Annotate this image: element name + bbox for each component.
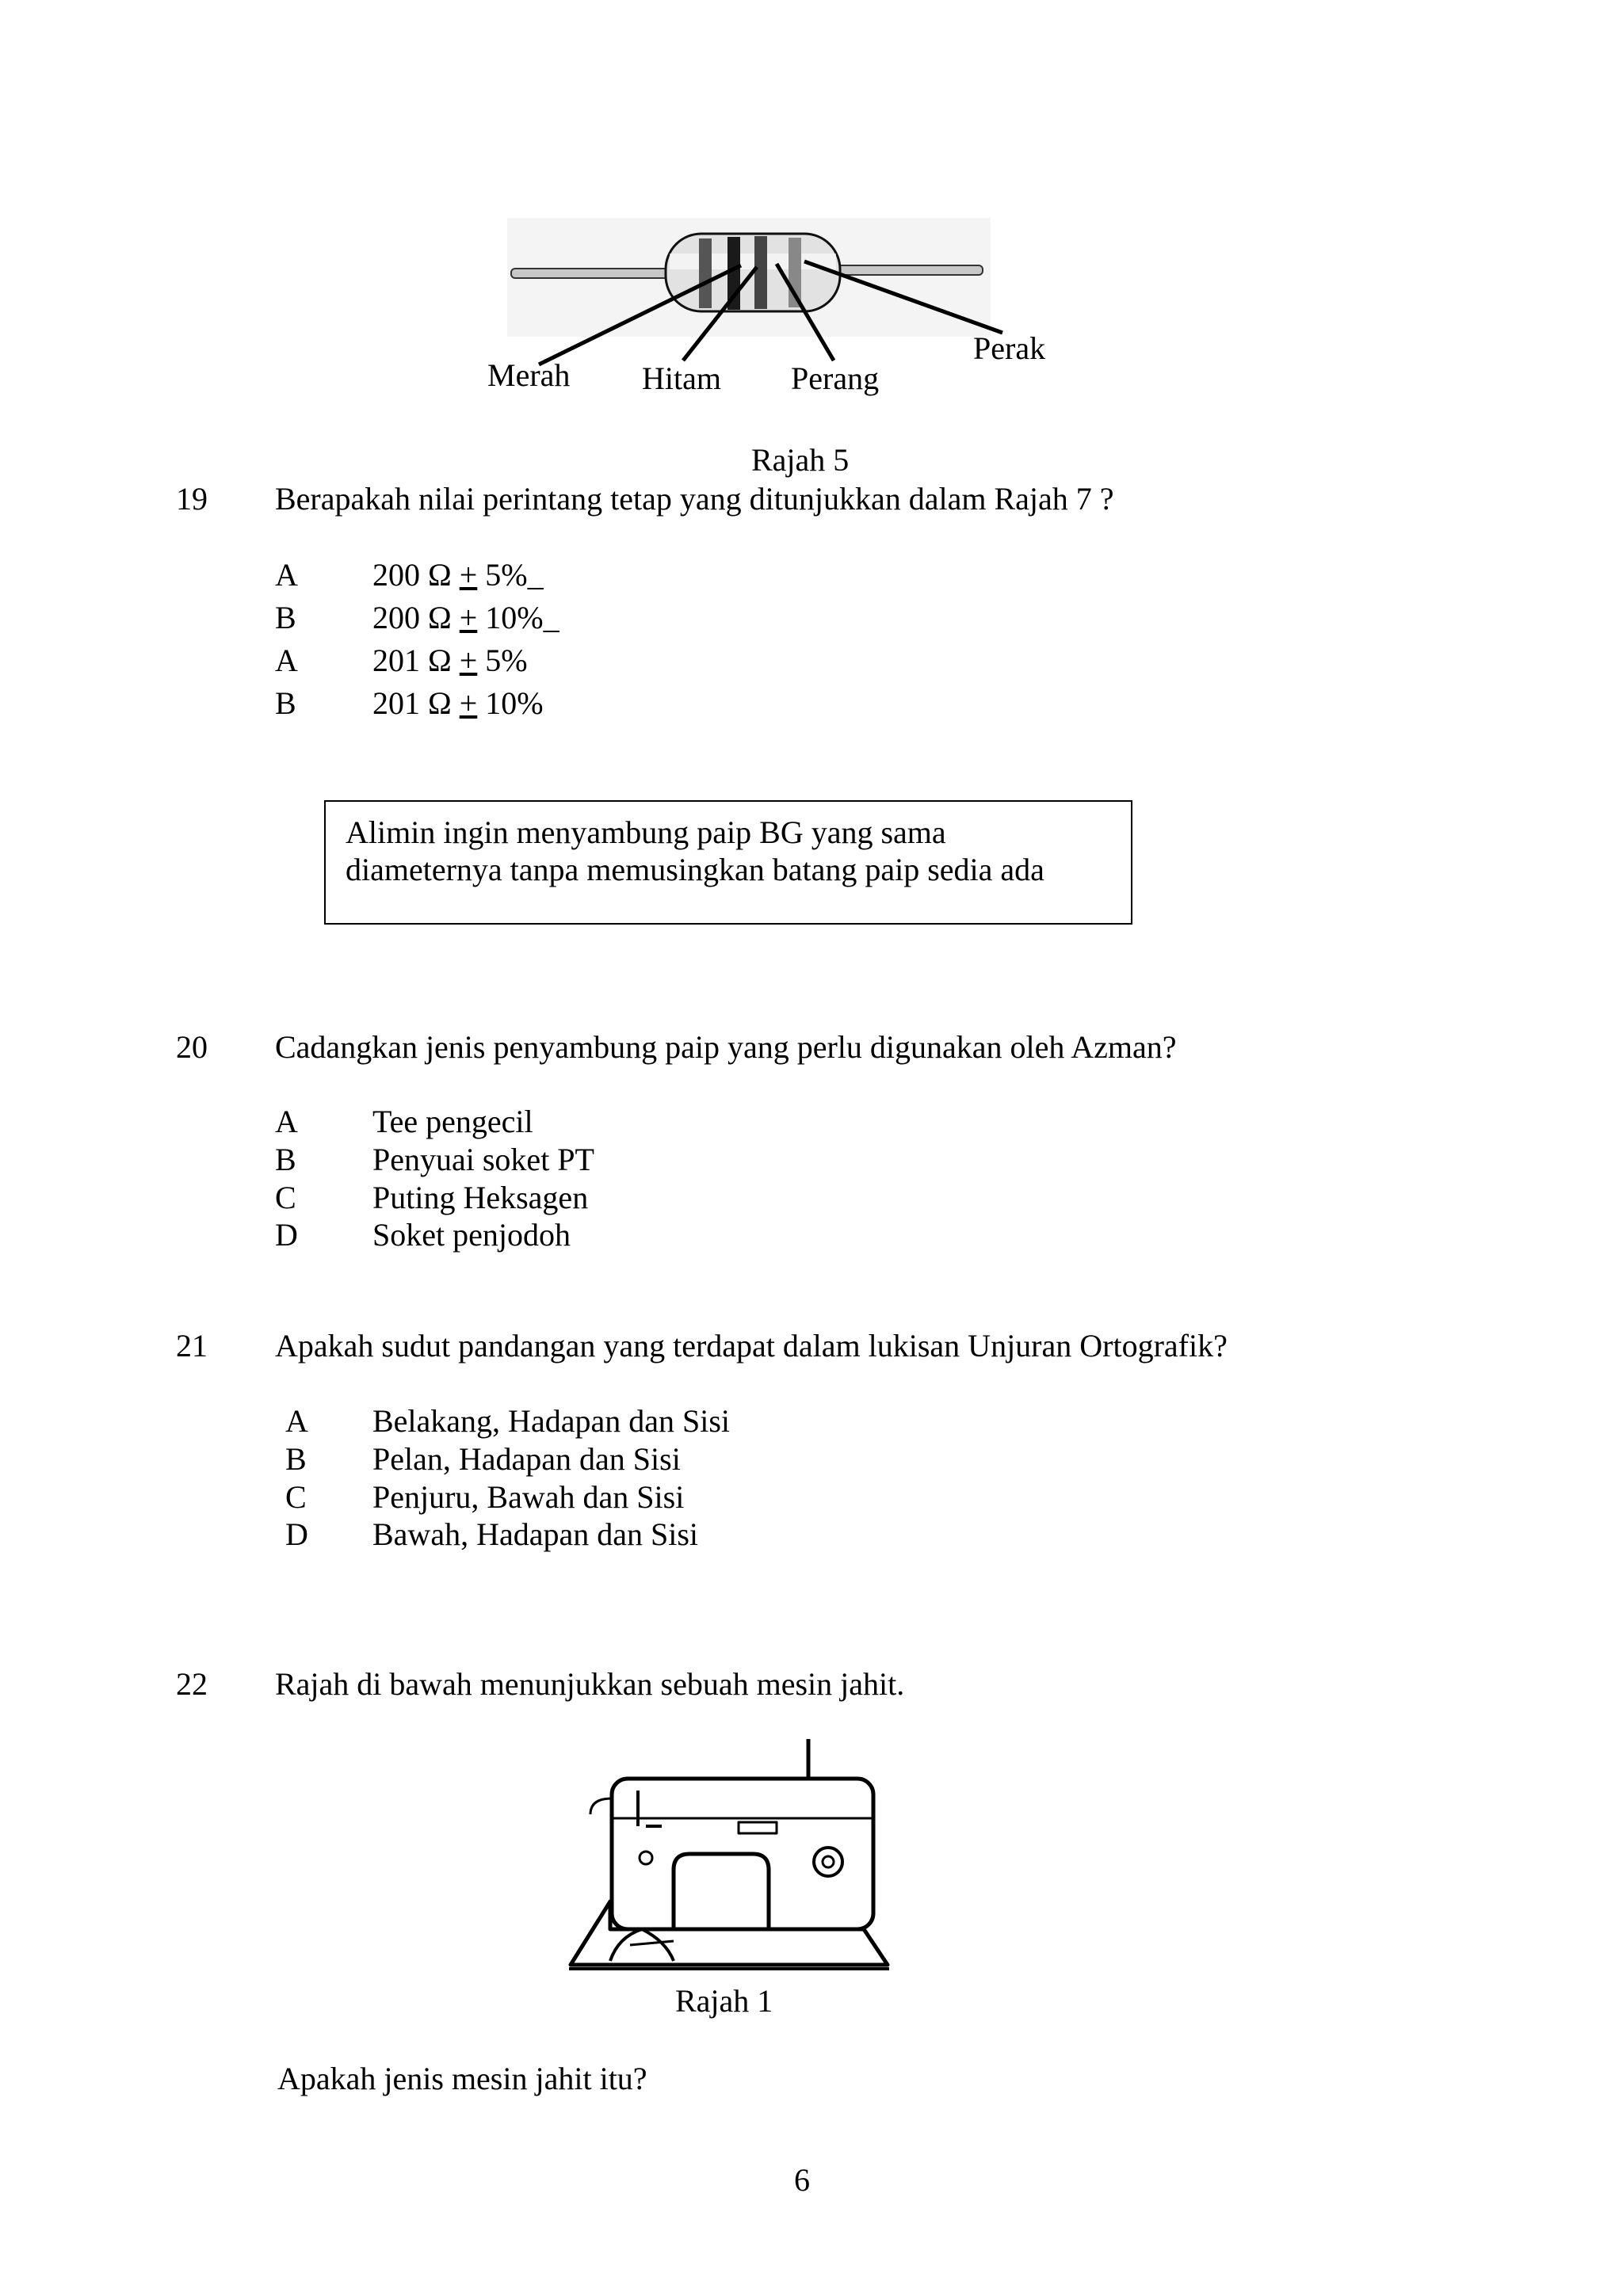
- question-followup: Apakah jenis mesin jahit itu?: [277, 2061, 647, 2096]
- option-text: Soket penjodoh: [372, 1217, 571, 1253]
- option-letter: A: [275, 1104, 298, 1139]
- option-letter: D: [285, 1516, 308, 1552]
- plus-minus-sign: +: [459, 557, 478, 593]
- plus-minus-sign: +: [459, 643, 478, 678]
- option-tolerance: 5%_: [477, 557, 544, 593]
- label-perak: Perak: [973, 330, 1046, 366]
- option-text: Bawah, Hadapan dan Sisi: [372, 1516, 699, 1552]
- option-tolerance: 5%: [477, 643, 528, 678]
- plus-minus-sign: +: [459, 600, 478, 635]
- statement-box: [324, 800, 1132, 925]
- figure-caption: Rajah 1: [675, 1983, 773, 2019]
- option-value: 201 Ω: [372, 685, 460, 721]
- option-letter: A: [275, 557, 298, 593]
- option-letter: C: [285, 1479, 307, 1515]
- option-letter: D: [275, 1217, 298, 1253]
- question-number: 21: [176, 1328, 208, 1363]
- question-number: 19: [176, 481, 208, 517]
- label-perang: Perang: [791, 360, 880, 396]
- plus-minus-sign: +: [459, 685, 478, 721]
- option-text: [372, 599, 559, 637]
- figure-caption: Rajah 5: [751, 442, 850, 478]
- question-text: Apakah sudut pandangan yang terdapat dalam lukisan Unjuran Ortografik?: [275, 1328, 1228, 1363]
- option-text: Tee pengecil: [372, 1104, 533, 1139]
- option-value: 200 Ω: [372, 557, 460, 593]
- label-hitam: Hitam: [642, 360, 721, 396]
- option-letter: B: [275, 685, 296, 721]
- option-text: Penjuru, Bawah dan Sisi: [372, 1479, 685, 1515]
- option-text: Penyuai soket PT: [372, 1142, 594, 1177]
- option-letter: A: [275, 643, 298, 678]
- option-text: [372, 685, 544, 723]
- question-number: 22: [176, 1666, 208, 1702]
- question-text: Rajah di bawah menunjukkan sebuah mesin jahit.: [275, 1666, 905, 1702]
- option-text: Belakang, Hadapan dan Sisi: [372, 1403, 730, 1439]
- question-number: 20: [176, 1029, 208, 1065]
- label-merah: Merah: [487, 357, 571, 393]
- option-text: Puting Heksagen: [372, 1180, 589, 1215]
- option-text: Pelan, Hadapan dan Sisi: [372, 1441, 681, 1477]
- question-text: Cadangkan jenis penyambung paip yang perlu digunakan oleh Azman?: [275, 1029, 1177, 1065]
- statement-line-1: Alimin ingin menyambung paip BG yang sama: [346, 814, 946, 850]
- option-tolerance: 10%: [477, 685, 544, 721]
- option-text: [372, 642, 528, 680]
- option-value: 201 Ω: [372, 643, 460, 678]
- option-letter: A: [285, 1403, 308, 1439]
- sewing-machine-icon: [555, 1735, 903, 1977]
- option-text: [372, 556, 544, 594]
- option-letter: C: [275, 1180, 296, 1215]
- statement-line-2: diameternya tanpa memusingkan batang paip sedia ada: [346, 852, 1044, 887]
- option-value: 200 Ω: [372, 600, 460, 635]
- option-letter: B: [285, 1441, 307, 1477]
- option-tolerance: 10%_: [477, 600, 559, 635]
- option-letter: B: [275, 1142, 296, 1177]
- question-text: Berapakah nilai perintang tetap yang ditunjukkan dalam Rajah 7 ?: [275, 481, 1114, 517]
- page-number: 6: [794, 2162, 810, 2198]
- option-letter: B: [275, 600, 296, 635]
